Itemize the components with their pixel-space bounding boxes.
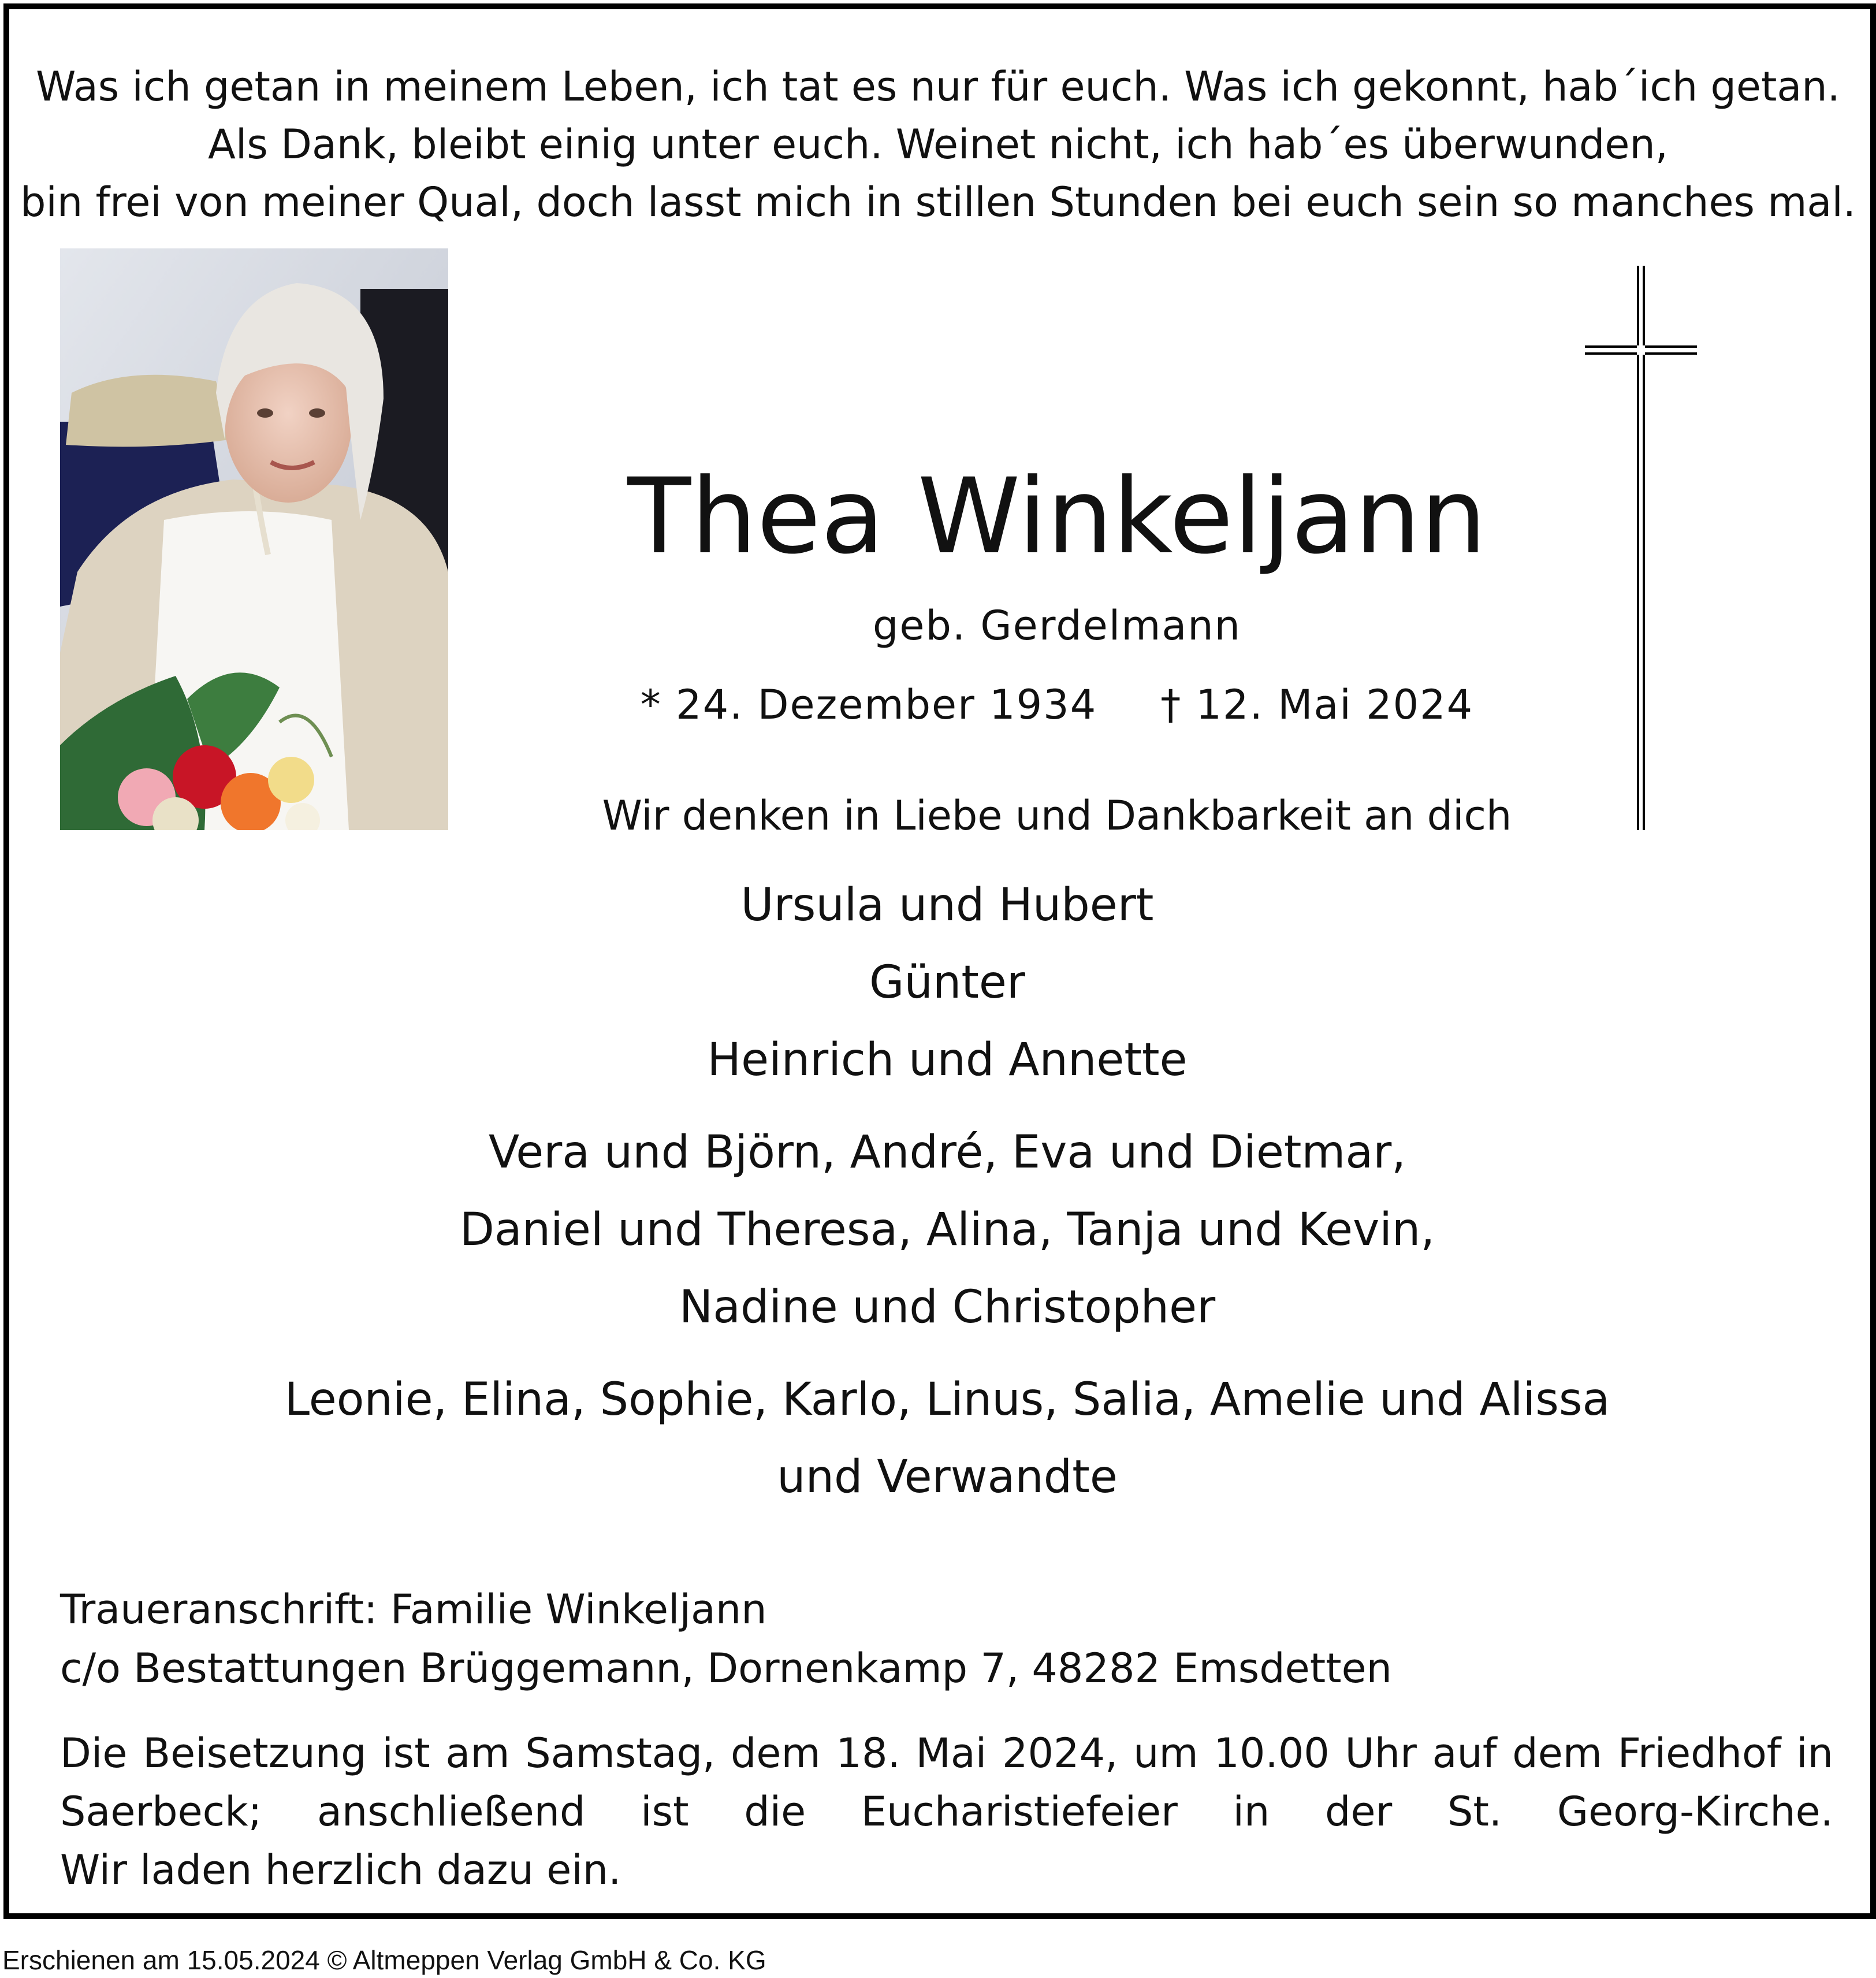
deceased-name: Thea Winkeljann (627, 456, 1487, 577)
cross-icon (1585, 266, 1697, 830)
mourner-line: Ursula und Hubert (740, 879, 1154, 931)
poem-line-1: Was ich getan in meinem Leben, ich tat es nur für euch. Was ich gekonnt, hab´ich getan. (36, 63, 1840, 110)
mourner-line: Nadine und Christopher (679, 1281, 1216, 1333)
mourner-line: und Verwandte (777, 1451, 1118, 1503)
portrait-photo (60, 248, 448, 830)
funeral-line-1: Die Beisetzung ist am Samstag, dem 18. Mai 2024, um 10.00 Uhr auf dem Friedhof in (60, 1730, 1833, 1777)
mourning-address (60, 1580, 1735, 1698)
remembrance-line: Wir denken in Liebe und Dankbarkeit an dich (602, 792, 1512, 839)
mourners-grandchildren (173, 1114, 1721, 1346)
death-date: † 12. Mai 2024 (1160, 681, 1474, 728)
mourner-line: Daniel und Theresa, Alina, Tanja und Kevin, (459, 1204, 1435, 1256)
poem-line-2: Als Dank, bleibt einig unter euch. Weinet nicht, ich hab´es überwunden, (208, 121, 1668, 168)
mourners-great-grandchildren (173, 1361, 1721, 1516)
address-line-1: Traueranschrift: Familie Winkeljann (60, 1586, 767, 1633)
life-dates (595, 676, 1519, 734)
mourner-line: Heinrich und Annette (707, 1034, 1188, 1086)
funeral-details (60, 1724, 1833, 1899)
maiden-name: geb. Gerdelmann (872, 602, 1242, 649)
address-line-2: c/o Bestattungen Brüggemann, Dornenkamp 7, 48282 Emsdetten (60, 1645, 1393, 1692)
funeral-line-2: Saerbeck; anschließend ist die Eucharistiefeier in der St. Georg-Kirche. (60, 1788, 1833, 1835)
mourner-line: Leonie, Elina, Sophie, Karlo, Linus, Salia, Amelie und Alissa (284, 1374, 1610, 1426)
funeral-line-3: Wir laden herzlich dazu ein. (60, 1846, 621, 1894)
poem-line-3: bin frei von meiner Qual, doch lasst mich in stillen Stunden bei euch sein so manches mal. (20, 179, 1856, 226)
mourner-line: Vera und Björn, André, Eva und Dietmar, (488, 1126, 1406, 1178)
poem (0, 58, 1876, 231)
mourners-children (173, 867, 1721, 1099)
mourner-line: Günter (869, 957, 1025, 1009)
publication-credit: Erschienen am 15.05.2024 © Altmeppen Verlag GmbH & Co. KG (2, 1945, 766, 1975)
birth-date: * 24. Dezember 1934 (640, 681, 1097, 728)
